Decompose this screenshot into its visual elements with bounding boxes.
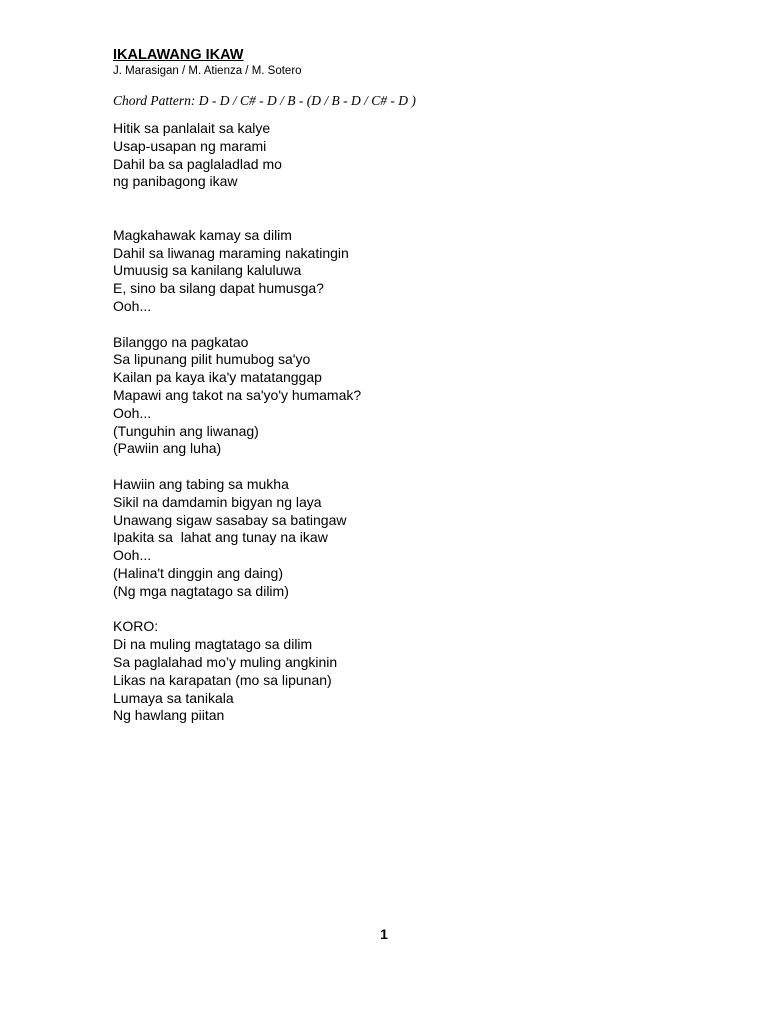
lyric-line: Lumaya sa tanikala <box>113 689 234 706</box>
lyrics <box>113 120 673 725</box>
lyric-line: Ooh... <box>113 547 152 564</box>
lyric-line: Usap-usapan ng marami <box>113 137 267 154</box>
lyric-line: Sa lipunang pilit humubog sa'yo <box>113 351 311 368</box>
lyric-line: Bilanggo na pagkatao <box>113 333 249 350</box>
lyric-line: Umuusig sa kanilang kaluluwa <box>113 262 302 279</box>
lyric-line: Kailan pa kaya ika'y matatanggap <box>113 369 322 386</box>
lyric-line: Hawiin ang tabing sa mukha <box>113 475 289 492</box>
lyric-line: (Tunguhin ang liwanag) <box>113 422 259 439</box>
stanza-2 <box>113 227 673 316</box>
lyric-line: Hitik sa panlalait sa kalye <box>113 120 271 136</box>
chord-pattern: Chord Pattern: D - D / C# - D / B - (D / B - D / C# - D ) <box>113 93 416 108</box>
stanza-3 <box>113 334 673 459</box>
song-authors: J. Marasigan / M. Atienza / M. Sotero <box>113 65 302 77</box>
song-title: IKALAWANG IKAW <box>113 47 244 63</box>
stanza-1 <box>113 120 673 191</box>
song-content <box>113 46 673 725</box>
lyric-line: (Halina't dinggin ang daing) <box>113 564 284 581</box>
lyric-line: Ooh... <box>113 404 152 421</box>
lyric-line: Ipakita sa lahat ang tunay na ikaw <box>113 529 328 546</box>
lyric-line: Likas na karapatan (mo sa lipunan) <box>113 671 332 688</box>
chorus-label: KORO: <box>113 618 159 635</box>
lyric-line: Unawang sigaw sasabay sa batingaw <box>113 511 347 528</box>
page-number: 1 <box>380 926 388 942</box>
lyric-line: (Pawiin ang luha) <box>113 440 222 457</box>
lyric-line: Ooh... <box>113 297 152 314</box>
lyric-line: Magkahawak kamay sa dilim <box>113 226 292 243</box>
lyric-line: (Ng mga nagtatago sa dilim) <box>113 582 289 599</box>
lyric-line: Dahil sa liwanag maraming nakatingin <box>113 244 349 261</box>
stanza-chorus <box>113 618 673 725</box>
lyric-line: Di na muling magtatago sa dilim <box>113 636 313 653</box>
lyric-line: ng panibagong ikaw <box>113 173 238 190</box>
lyric-line: Sa paglalahad mo’y muling angkinin <box>113 653 338 670</box>
stanza-4 <box>113 476 673 601</box>
lyric-line: Sikil na damdamin bigyan ng laya <box>113 493 322 510</box>
lyric-line: Dahil ba sa paglaladlad mo <box>113 155 282 172</box>
lyric-line: E, sino ba silang dapat humusga? <box>113 280 324 297</box>
lyric-line: Ng hawlang piitan <box>113 707 225 724</box>
lyric-line: Mapawi ang takot na sa'yo'y humamak? <box>113 386 362 403</box>
